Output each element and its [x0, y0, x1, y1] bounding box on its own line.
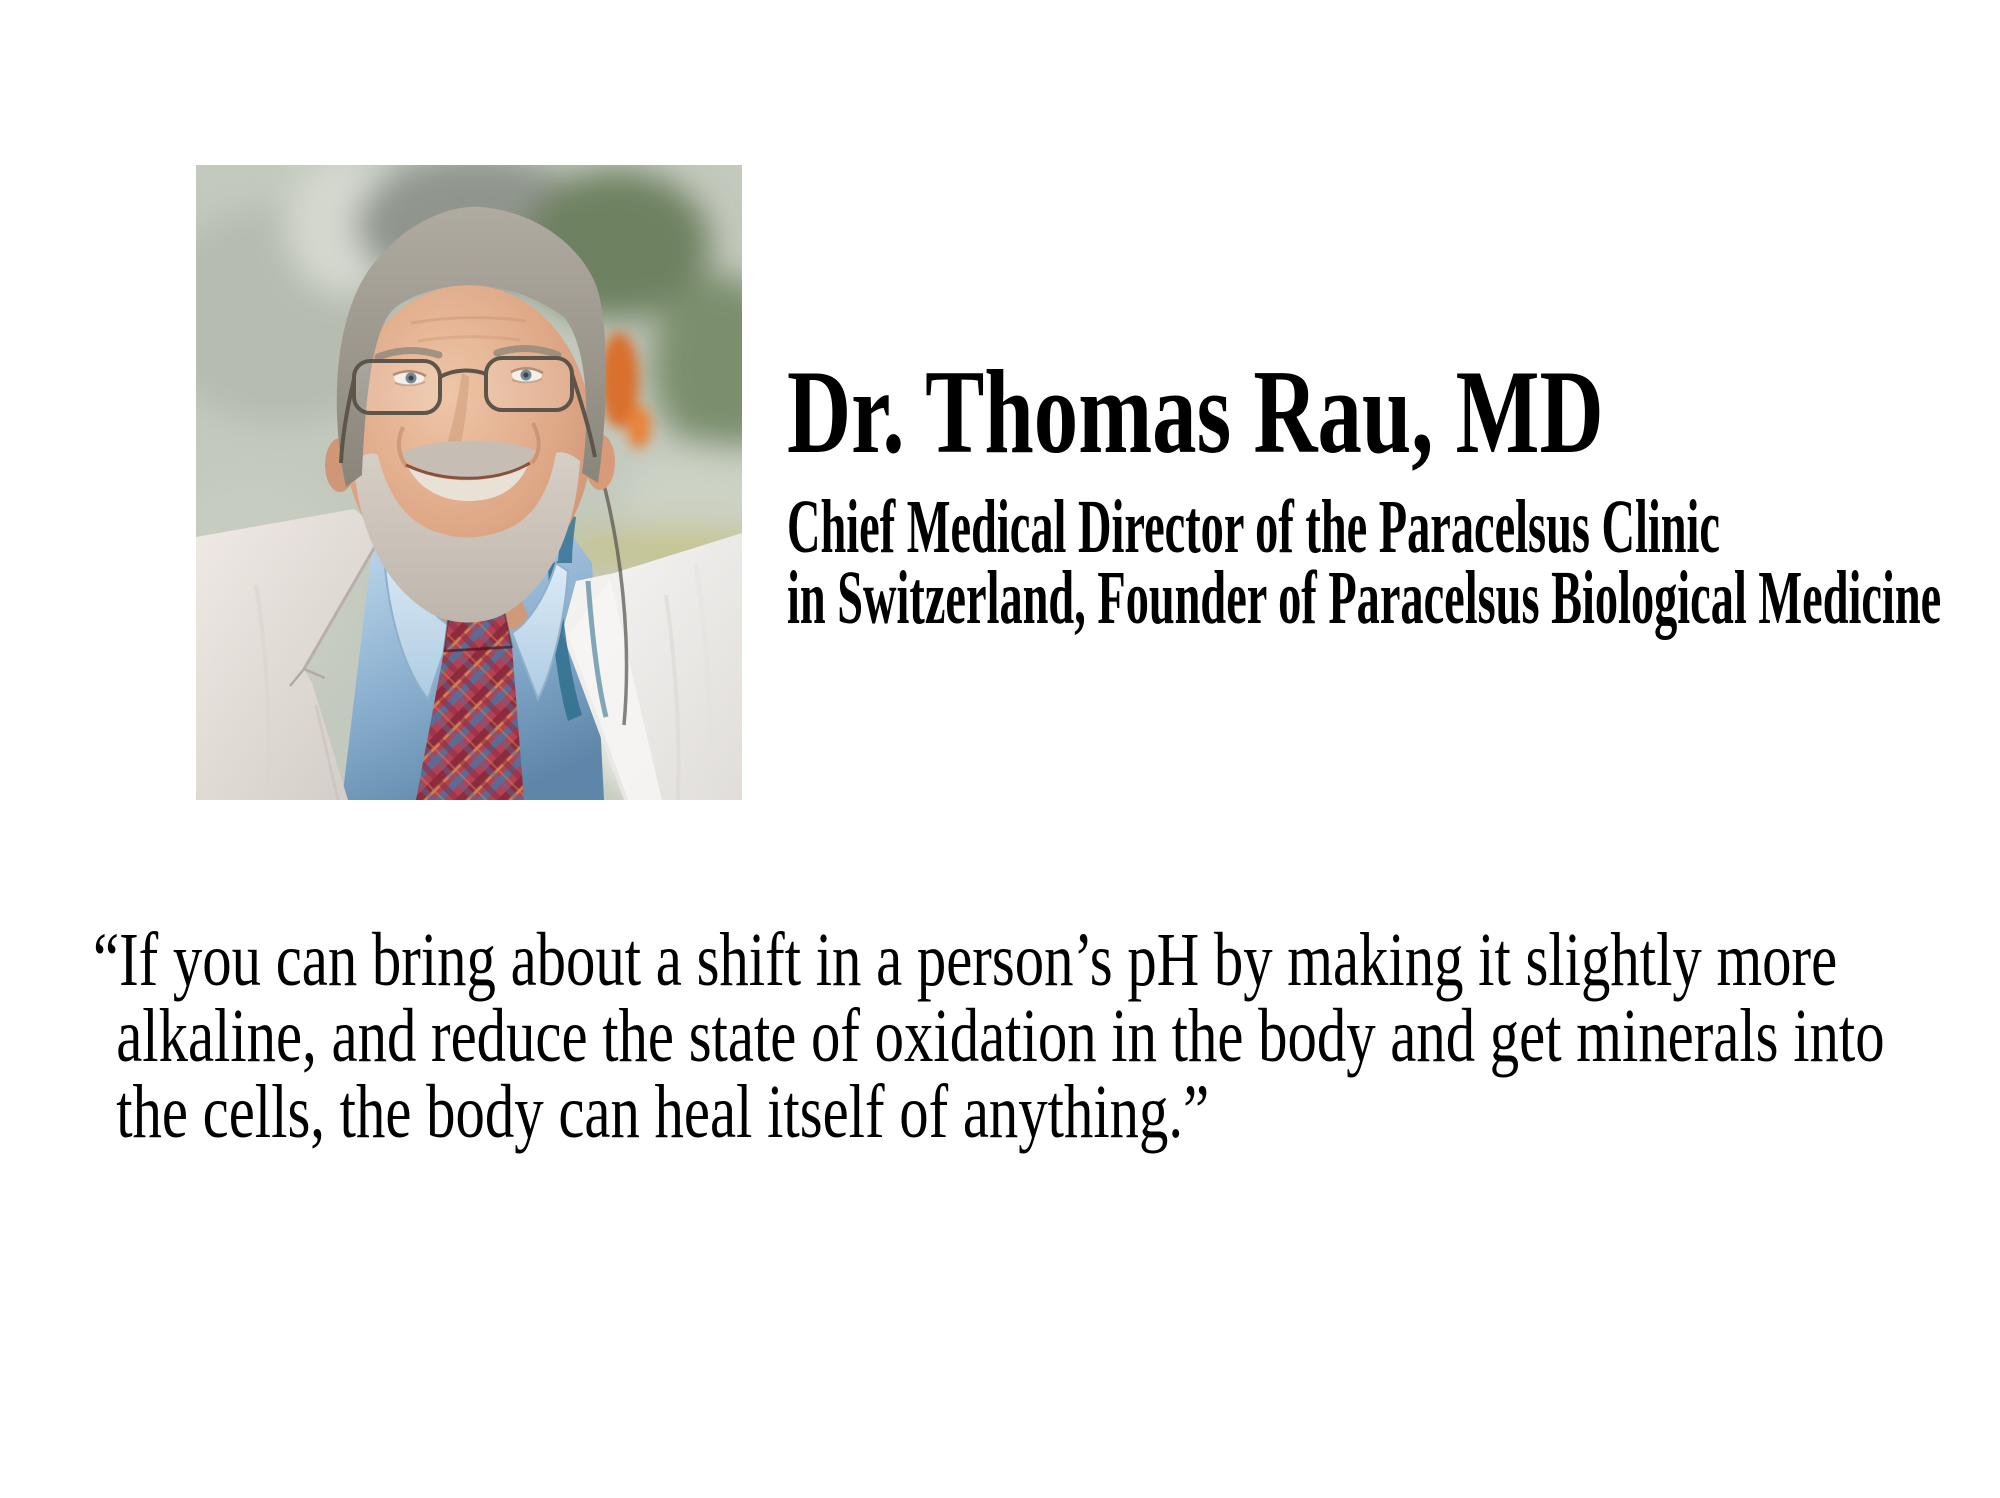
portrait-photo — [196, 165, 742, 800]
role-line-2: in Switzerland, Founder of Paracelsus Biological Medicine — [787, 556, 1942, 640]
quote-line-3: the cells, the body can heal itself of anything.” — [116, 1070, 1210, 1154]
quote — [93, 918, 1885, 1154]
role-line-1: Chief Medical Director of the Paracelsus Clinic — [787, 485, 1720, 569]
portrait-svg — [196, 165, 742, 800]
quote-line-2: alkaline, and reduce the state of oxidation in the body and get minerals into — [116, 994, 1885, 1078]
quote-line-1: “If you can bring about a shift in a person’s pH by making it slightly more — [93, 918, 1838, 1002]
person-name: Dr. Thomas Rau, MD — [787, 345, 1604, 478]
person-role — [787, 485, 1942, 640]
